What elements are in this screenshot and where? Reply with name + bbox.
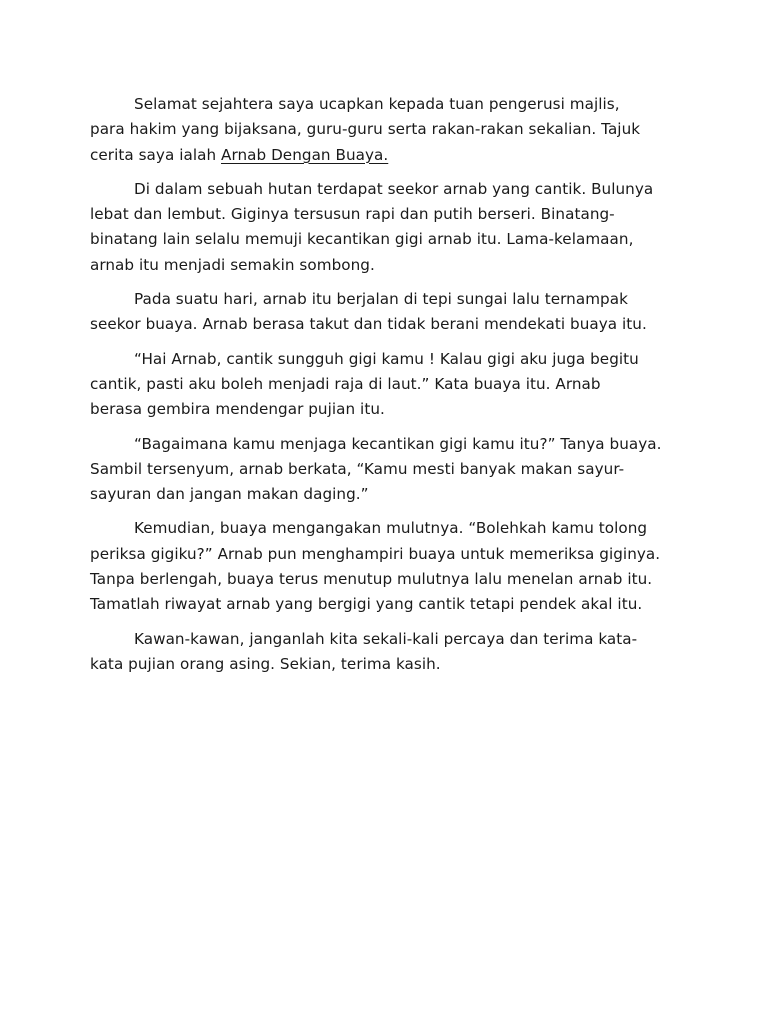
text-line: Kemudian, buaya mengangakan mulutnya. “Bolehkah kamu tolong (134, 519, 648, 538)
text-line: sayuran dan jangan makan daging.” (90, 485, 369, 504)
text-segment: cerita saya ialah (90, 145, 221, 164)
text-line: Pada suatu hari, arnab itu berjalan di tepi sungai lalu ternampak (134, 290, 628, 309)
speech-text (90, 92, 690, 686)
paragraph-question (90, 432, 690, 508)
paragraph-moral (90, 627, 690, 678)
text-line: seekor buaya. Arnab berasa takut dan tidak berani mendekati buaya itu. (90, 315, 647, 334)
text-line: binatang lain selalu memuji kecantikan gigi arnab itu. Lama-kelamaan, (90, 230, 634, 249)
text-line: berasa gembira mendengar pujian itu. (90, 400, 385, 419)
paragraph-greeting (90, 92, 690, 168)
paragraph-river (90, 287, 690, 338)
text-line (90, 143, 690, 168)
paragraph-intro (90, 177, 690, 278)
text-line: Kawan-kawan, janganlah kita sekali-kali percaya dan terima kata- (134, 629, 638, 648)
text-line: Tamatlah riwayat arnab yang bergigi yang cantik tetapi pendek akal itu. (90, 595, 643, 614)
paragraph-crocodile-praise (90, 347, 690, 423)
text-line: Selamat sejahtera saya ucapkan kepada tuan pengerusi majlis, (134, 95, 620, 113)
text-line: cantik, pasti aku boleh menjadi raja di laut.” Kata buaya itu. Arnab (90, 374, 601, 393)
text-line: “Hai Arnab, cantik sungguh gigi kamu ! Kalau gigi aku juga begitu (134, 349, 639, 368)
paragraph-ending (90, 516, 690, 617)
text-line: lebat dan lembut. Giginya tersusun rapi dan putih berseri. Binatang- (90, 205, 615, 224)
text-line: periksa gigiku?” Arnab pun menghampiri buaya untuk memeriksa giginya. (90, 544, 661, 563)
text-line: “Bagaimana kamu menjaga kecantikan gigi kamu itu?” Tanya buaya. (134, 434, 662, 453)
text-line: arnab itu menjadi semakin sombong. (90, 255, 375, 274)
text-line: para hakim yang bijaksana, guru-guru serta rakan-rakan sekalian. Tajuk (90, 120, 641, 139)
text-line: Di dalam sebuah hutan terdapat seekor arnab yang cantik. Bulunya (134, 179, 654, 198)
text-line: Sambil tersenyum, arnab berkata, “Kamu mesti banyak makan sayur- (90, 459, 625, 478)
text-line: kata pujian orang asing. Sekian, terima kasih. (90, 654, 441, 673)
story-title: Arnab Dengan Buaya. (221, 145, 389, 164)
text-line: Tanpa berlengah, buaya terus menutup mulutnya lalu menelan arnab itu. (90, 570, 653, 589)
